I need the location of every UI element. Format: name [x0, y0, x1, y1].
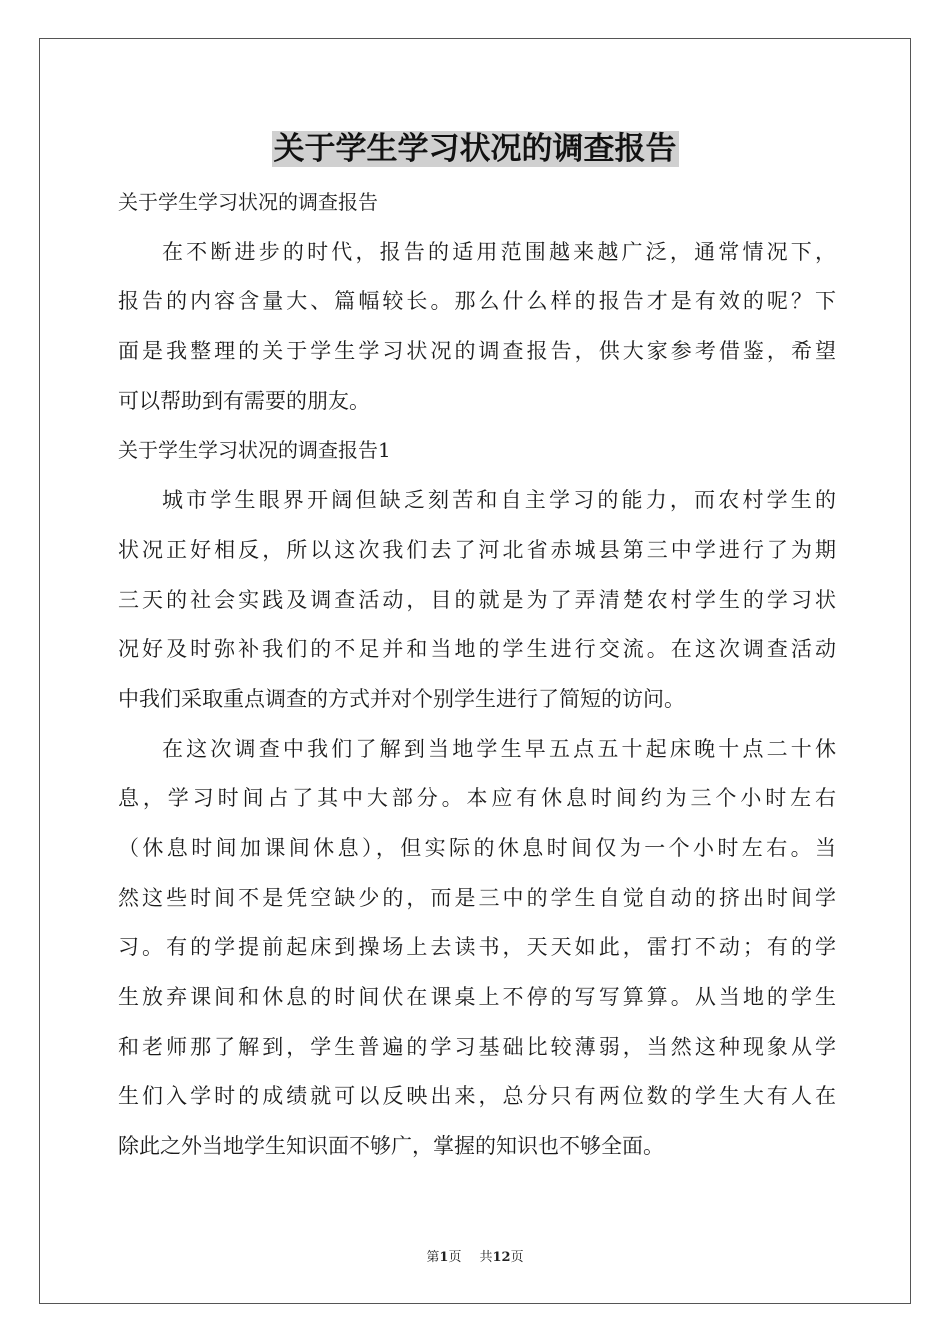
document-title — [0, 128, 950, 169]
text-line: 城市学生眼界开阔但缺乏刻苦和自主学习的能力，而农村学生的 — [162, 488, 836, 513]
text-line: 三天的社会实践及调查活动，目的就是为了弄清楚农村学生的学习状 — [118, 587, 836, 612]
footer-total-prefix: 共 — [479, 1250, 493, 1265]
footer-page-number: 1 — [439, 1250, 449, 1265]
text-line: 报告的内容含量大、篇幅较长。那么什么样的报告才是有效的呢？下 — [118, 289, 836, 314]
text-line: 除此之外当地学生知识面不够广，掌握的知识也不够全面。 — [118, 1134, 664, 1159]
text-line: （休息时间加课间休息），但实际的休息时间仅为一个小时左右。当 — [118, 835, 836, 860]
text-line: 面是我整理的关于学生学习状况的调查报告，供大家参考借鉴，希望 — [118, 339, 836, 364]
text-line: 生们入学时的成绩就可以反映出来，总分只有两位数的学生大有人在 — [118, 1084, 836, 1109]
section-heading: 关于学生学习状况的调查报告1 — [118, 438, 391, 463]
footer-total-suffix: 页 — [510, 1250, 524, 1265]
text-line: 中我们采取重点调查的方式并对个别学生进行了简短的访问。 — [118, 686, 685, 711]
page-footer — [0, 1246, 950, 1265]
section-heading: 关于学生学习状况的调查报告 — [118, 190, 378, 214]
text-line: 生放弃课间和休息的时间伏在课桌上不停的写写算算。从当地的学生 — [118, 985, 836, 1009]
footer-total-pages: 12 — [492, 1250, 511, 1265]
text-line: 然这些时间不是凭空缺少的，而是三中的学生自觉自动的挤出时间学 — [118, 885, 836, 910]
document-body — [118, 178, 836, 1172]
text-line: 在不断进步的时代，报告的适用范围越来越广泛，通常情况下， — [162, 239, 836, 264]
footer-page-suffix: 页 — [448, 1250, 462, 1265]
text-line: 况好及时弥补我们的不足并和当地的学生进行交流。在这次调查活动 — [118, 637, 836, 662]
text-line: 和老师那了解到，学生普遍的学习基础比较薄弱，当然这种现象从学 — [118, 1034, 836, 1059]
text-line: 在这次调查中我们了解到当地学生早五点五十起床晚十点二十休 — [162, 736, 836, 761]
document-title-text: 关于学生学习状况的调查报告 — [273, 131, 677, 167]
text-line: 息，学习时间占了其中大部分。本应有休息时间约为三个小时左右 — [118, 786, 836, 811]
text-line: 习。有的学提前起床到操场上去读书，天天如此，雷打不动；有的学 — [118, 935, 836, 960]
footer-page-prefix: 第 — [426, 1250, 440, 1265]
text-line: 状况正好相反，所以这次我们去了河北省赤城县第三中学进行了为期 — [118, 537, 836, 562]
text-line: 可以帮助到有需要的朋友。 — [118, 388, 370, 413]
